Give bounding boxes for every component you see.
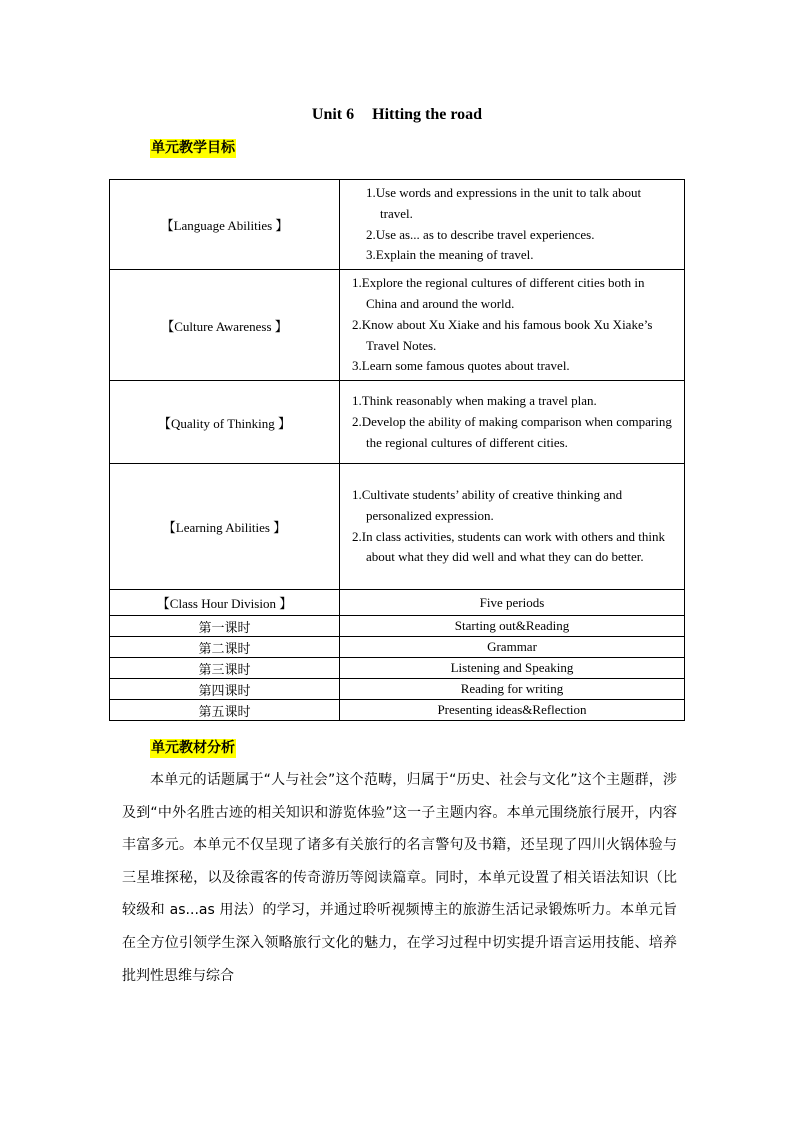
list-item: 2.Develop the ability of making comparison when comparing the regional cultures of different cities. bbox=[352, 413, 672, 450]
row-content bbox=[340, 270, 685, 381]
list-item: 2.Know about Xu Xiake and his famous book Xu Xiake’s Travel Notes. bbox=[352, 316, 653, 353]
period-value: Grammar bbox=[340, 637, 685, 658]
analysis-paragraph: 本单元的话题属于“人与社会”这个范畴，归属于“历史、社会与文化”这个主题群，涉及到“中外名胜古迹的相关知识和游览体验”这一子主题内容。本单元围绕旅行展开，内容丰富多元。本单元不仅呈现了诸多有关旅行的名言警句及书籍，还呈现了四川火锅体验与三星堆探秘，以及徐霞客的传奇游历等阅读篇章。同时，本单元设置了相关语法知识（比较级和 as...as 用法）的学习，并通过聆听视频博主的旅游生活记录锻炼听力。本单元旨在全方位引领学生深入领略旅行文化的魅力，在学习过程中切实提升语言运用技能、培养批判性思维与综合 bbox=[122, 772, 677, 984]
table-row bbox=[110, 637, 685, 658]
objectives-table bbox=[109, 179, 685, 721]
table-row bbox=[110, 270, 685, 381]
unit-number: Unit 6 bbox=[311, 106, 355, 123]
table-row bbox=[110, 679, 685, 700]
table-row bbox=[110, 700, 685, 721]
list-item: 1.Use words and expressions in the unit to talk about travel. bbox=[366, 185, 642, 221]
list-item: 2.Use as... as to describe travel experiences. bbox=[366, 226, 595, 242]
period-label: 第四课时 bbox=[110, 679, 340, 700]
unit-name: Hitting the road bbox=[372, 106, 483, 123]
list-item: 3.Learn some famous quotes about travel. bbox=[352, 358, 570, 374]
list-item: 1.Think reasonably when making a travel plan. bbox=[352, 392, 597, 408]
row-label: 【Culture Awareness 】 bbox=[110, 270, 340, 381]
list-item: 2.In class activities, students can work with others and think about what they did well and what they can do better. bbox=[352, 528, 666, 565]
division-value: Five periods bbox=[340, 590, 685, 616]
period-label: 第一课时 bbox=[110, 616, 340, 637]
section-heading-analysis: 单元教材分析 bbox=[151, 740, 235, 756]
row-label: 【Quality of Thinking 】 bbox=[110, 381, 340, 464]
division-label: 【Class Hour Division 】 bbox=[110, 590, 340, 616]
table-row bbox=[110, 464, 685, 590]
section-heading-objectives: 单元教学目标 bbox=[151, 140, 235, 156]
period-label: 第五课时 bbox=[110, 700, 340, 721]
row-content bbox=[340, 180, 685, 270]
period-value: Presenting ideas&Reflection bbox=[340, 700, 685, 721]
list-item: 1.Explore the regional cultures of different cities both in China and around the world. bbox=[352, 275, 645, 311]
list-item: 3.Explain the meaning of travel. bbox=[366, 247, 534, 263]
period-label: 第三课时 bbox=[110, 658, 340, 679]
row-label: 【Learning Abilities 】 bbox=[110, 464, 340, 590]
table-row bbox=[110, 590, 685, 616]
table-row bbox=[110, 616, 685, 637]
row-content bbox=[340, 381, 685, 464]
period-value: Starting out&Reading bbox=[340, 616, 685, 637]
table-row bbox=[110, 658, 685, 679]
row-content bbox=[340, 464, 685, 590]
period-label: 第二课时 bbox=[110, 637, 340, 658]
table-row bbox=[110, 381, 685, 464]
list-item: 1.Cultivate students’ ability of creative thinking and personalized expression. bbox=[352, 487, 623, 523]
period-value: Reading for writing bbox=[340, 679, 685, 700]
period-value: Listening and Speaking bbox=[340, 658, 685, 679]
table-row bbox=[110, 180, 685, 270]
page-title bbox=[0, 106, 794, 124]
row-label: 【Language Abilities 】 bbox=[110, 180, 340, 270]
